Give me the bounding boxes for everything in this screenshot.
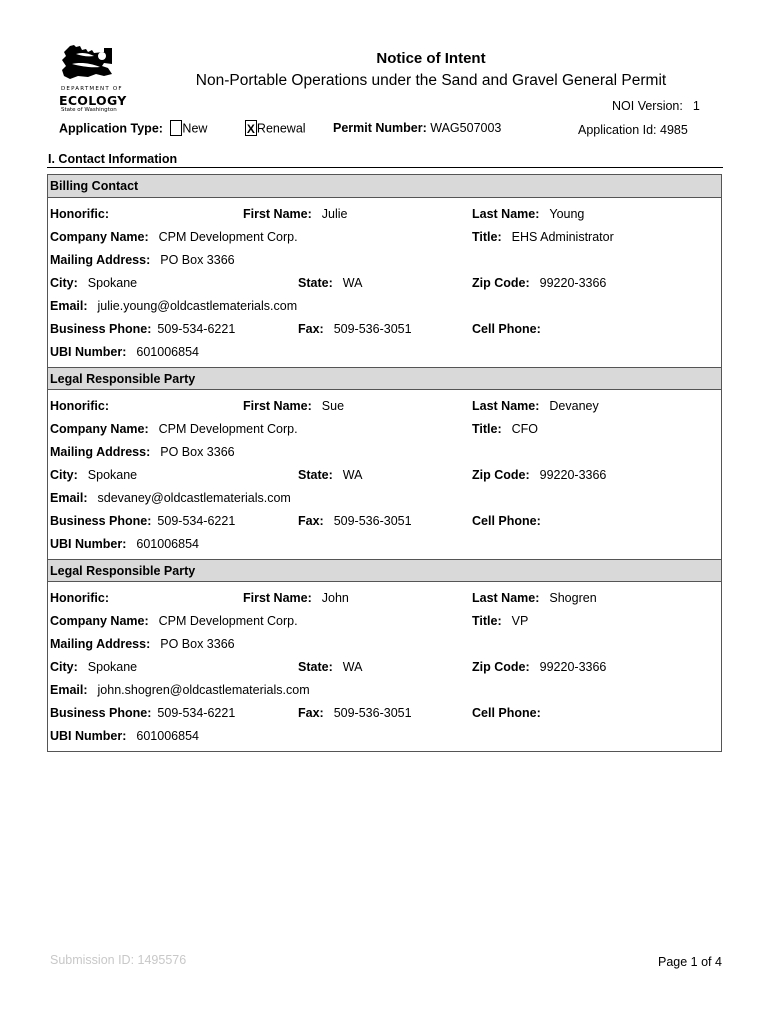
noi-version <box>612 99 700 113</box>
renewal-label: Renewal <box>256 121 306 136</box>
company-name-field: Company Name: CPM Development Corp. <box>50 230 298 244</box>
first-name-field: First Name: Sue <box>243 399 345 413</box>
application-type <box>59 121 306 137</box>
noi-version-value: 1 <box>692 99 700 113</box>
zip-code-field: Zip Code: 99220-3366 <box>472 660 607 674</box>
contacts-table <box>47 174 722 752</box>
submission-id: Submission ID: 1495576 <box>50 953 187 967</box>
honorific-field: Honorific: <box>50 591 110 605</box>
fax-field: Fax: 509-536-3051 <box>298 322 412 336</box>
first-name-field: First Name: John <box>243 591 349 605</box>
email-field: Email: john.shogren@oldcastlematerials.com <box>50 683 310 697</box>
application-type-label: Application Type: <box>59 121 163 136</box>
email-field: Email: julie.young@oldcastlematerials.com <box>50 299 298 313</box>
ubi-number-field: UBI Number: 601006854 <box>50 537 199 551</box>
application-id-label: Application Id: <box>578 123 657 137</box>
application-id <box>578 123 688 137</box>
city-field: City: Spokane <box>50 660 138 674</box>
permit-number <box>333 121 501 135</box>
page-title: Notice of Intent <box>376 50 486 67</box>
contact-block <box>48 175 721 367</box>
permit-number-label: Permit Number: <box>333 121 427 135</box>
last-name-field: Last Name: Young <box>472 207 585 221</box>
honorific-field: Honorific: <box>50 399 110 413</box>
zip-code-field: Zip Code: 99220-3366 <box>472 468 607 482</box>
last-name-field: Last Name: Shogren <box>472 591 597 605</box>
cell-phone-field: Cell Phone: <box>472 706 541 720</box>
zip-code-field: Zip Code: 99220-3366 <box>472 276 607 290</box>
company-name-field: Company Name: CPM Development Corp. <box>50 422 298 436</box>
ubi-number-field: UBI Number: 601006854 <box>50 729 199 743</box>
mailing-address-field: Mailing Address: PO Box 3366 <box>50 445 235 459</box>
logo-state-text: State of Washington <box>61 107 117 113</box>
fax-field: Fax: 509-536-3051 <box>298 514 412 528</box>
logo-department-text: DEPARTMENT OF <box>61 86 123 92</box>
ubi-number-field: UBI Number: 601006854 <box>50 345 199 359</box>
section-divider <box>47 167 723 168</box>
contact-block-header: Legal Responsible Party <box>48 367 721 390</box>
state-field: State: WA <box>298 660 363 674</box>
application-id-value: 4985 <box>660 123 688 137</box>
mailing-address-field: Mailing Address: PO Box 3366 <box>50 637 235 651</box>
new-label: New <box>182 121 208 136</box>
page-number: Page 1 of 4 <box>658 955 722 969</box>
new-checkbox[interactable] <box>170 120 182 136</box>
cell-phone-field: Cell Phone: <box>472 322 541 336</box>
contact-block-header: Legal Responsible Party <box>48 559 721 582</box>
honorific-field: Honorific: <box>50 207 110 221</box>
logo-ecology-text: ECOLOGY <box>59 93 127 108</box>
state-field: State: WA <box>298 468 363 482</box>
last-name-field: Last Name: Devaney <box>472 399 599 413</box>
state-field: State: WA <box>298 276 363 290</box>
permit-number-value: WAG507003 <box>430 121 502 135</box>
page-subtitle: Non-Portable Operations under the Sand and Gravel General Permit <box>195 72 667 89</box>
city-field: City: Spokane <box>50 468 138 482</box>
section-heading: I. Contact Information <box>48 152 178 166</box>
title-field: Title: VP <box>472 614 529 628</box>
mailing-address-field: Mailing Address: PO Box 3366 <box>50 253 235 267</box>
city-field: City: Spokane <box>50 276 138 290</box>
business-phone-field: Business Phone: 509-534-6221 <box>50 706 236 720</box>
email-field: Email: sdevaney@oldcastlematerials.com <box>50 491 291 505</box>
business-phone-field: Business Phone: 509-534-6221 <box>50 322 236 336</box>
cell-phone-field: Cell Phone: <box>472 514 541 528</box>
contact-block <box>48 367 721 559</box>
first-name-field: First Name: Julie <box>243 207 348 221</box>
company-name-field: Company Name: CPM Development Corp. <box>50 614 298 628</box>
noi-version-label: NOI Version: <box>612 99 683 113</box>
title-field: Title: EHS Administrator <box>472 230 614 244</box>
title-field: Title: CFO <box>472 422 539 436</box>
contact-block-header: Billing Contact <box>48 175 721 198</box>
business-phone-field: Business Phone: 509-534-6221 <box>50 514 236 528</box>
fax-field: Fax: 509-536-3051 <box>298 706 412 720</box>
renewal-checkbox[interactable]: X <box>246 122 255 136</box>
contact-block <box>48 559 721 751</box>
